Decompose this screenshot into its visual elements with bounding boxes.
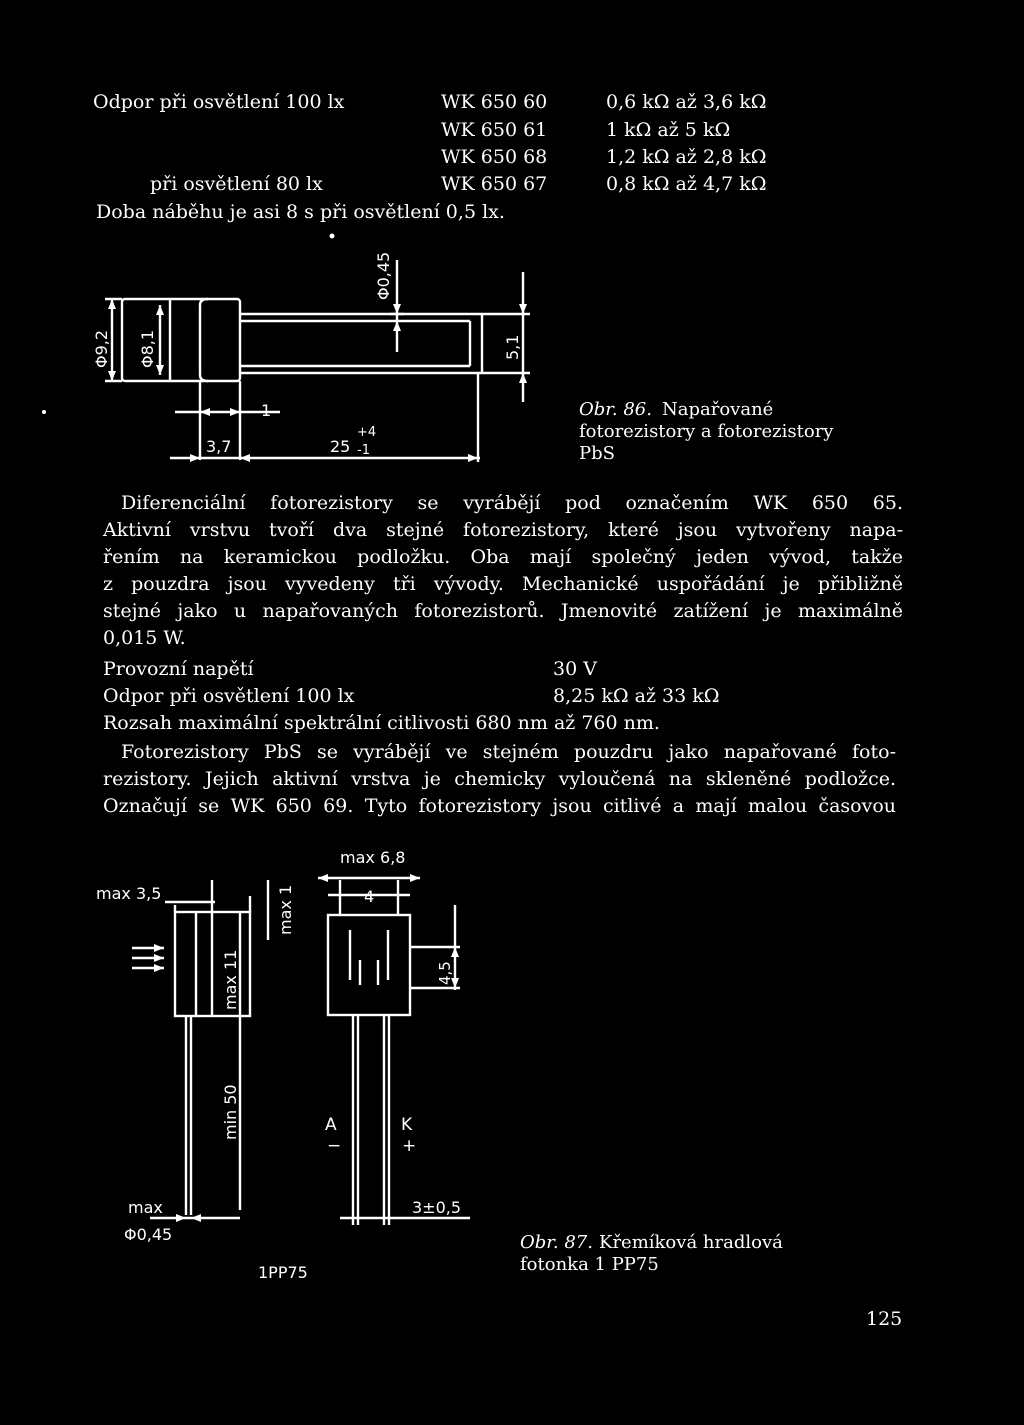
dim-max-3-5: max 3,5 bbox=[96, 884, 162, 903]
table-row-2-range: 1 kΩ až 5 kΩ bbox=[606, 119, 731, 141]
dim-4-5: 4,5 bbox=[436, 961, 454, 985]
dim-1: 1 bbox=[261, 401, 272, 420]
dim-tol-minus: -1 bbox=[357, 443, 370, 458]
figure-86-caption-line2: fotorezistory a fotorezistory bbox=[579, 421, 834, 442]
figure-86-caption-line1: Napařované bbox=[662, 399, 774, 420]
table-row-1-condition: Odpor při osvětlení 100 lx bbox=[93, 91, 345, 113]
dim-max-11: max 11 bbox=[221, 949, 240, 1010]
dim-phi-8-1: Φ8,1 bbox=[138, 329, 157, 368]
pin-anode-sign: − bbox=[327, 1136, 342, 1156]
text-line: rezistory. Jejich aktivní vrstva je chemicky vyloučená na skleněné podložce. bbox=[103, 768, 896, 790]
figure-87-caption-line2: fotonka 1 PP75 bbox=[520, 1254, 659, 1275]
param-resistance-value: 8,25 kΩ až 33 kΩ bbox=[553, 685, 720, 707]
text-line: Diferenciální fotorezistory se vyrábějí pod označením WK 650 65. bbox=[121, 492, 903, 514]
pin-cathode-label: K bbox=[401, 1115, 413, 1135]
text-line: řením na keramickou podložku. Oba mají společný jeden vývod, takže bbox=[103, 546, 903, 568]
dim-max-1: max 1 bbox=[276, 884, 295, 935]
table-row-2-type: WK 650 61 bbox=[441, 119, 548, 141]
dim-tol-plus: +4 bbox=[357, 425, 377, 440]
dim-min-50: min 50 bbox=[221, 1084, 240, 1140]
spectral-range-line: Rozsah maximální spektrální citlivosti 680 nm až 760 nm. bbox=[103, 712, 660, 734]
dim-max-word: max bbox=[128, 1198, 163, 1217]
param-voltage-label: Provozní napětí bbox=[103, 658, 254, 680]
pin-cathode-sign: + bbox=[402, 1136, 417, 1156]
table-row-1-range: 0,6 kΩ až 3,6 kΩ bbox=[606, 91, 767, 113]
param-resistance-label: Odpor při osvětlení 100 lx bbox=[103, 685, 355, 707]
text-line: Označují se WK 650 69. Tyto fotorezistory jsou citlivé a mají malou časovou bbox=[103, 795, 896, 817]
param-voltage-value: 30 V bbox=[553, 658, 597, 680]
dim-4: 4 bbox=[364, 887, 375, 906]
figure-86-caption-line3: PbS bbox=[579, 443, 615, 464]
table-row-3-type: WK 650 68 bbox=[441, 146, 548, 168]
text-line: stejné jako u napařovaných fotorezistorů. Jmenovité zatížení je maximálně bbox=[103, 600, 903, 622]
text-line: Fotorezistory PbS se vyrábějí ve stejném pouzdru jako napařované foto- bbox=[121, 741, 896, 763]
text-line: 0,015 W. bbox=[103, 627, 186, 649]
table-row-4-condition: při osvětlení 80 lx bbox=[150, 173, 323, 195]
table-row-4-type: WK 650 67 bbox=[441, 173, 548, 195]
text-line: z pouzdra jsou vyvedeny tři vývody. Mechanické uspořádání je přibližně bbox=[103, 573, 903, 595]
dim-25: 25 bbox=[330, 437, 351, 456]
figure-87-number: Obr. 87. bbox=[520, 1232, 593, 1253]
dim-3-7: 3,7 bbox=[206, 437, 232, 456]
rise-time-note: Doba náběhu je asi 8 s při osvětlení 0,5 lx. bbox=[96, 201, 505, 223]
dim-phi-0-45: Φ0,45 bbox=[374, 251, 393, 300]
pin-anode-label: A bbox=[325, 1115, 337, 1135]
dim-phi-9-2: Φ9,2 bbox=[92, 329, 111, 368]
dim-3-pm-0-5: 3±0,5 bbox=[412, 1198, 462, 1217]
part-number-label: 1PP75 bbox=[258, 1263, 308, 1282]
figure-86-number: Obr. 86. bbox=[579, 399, 652, 420]
figure-87-caption-line1: Křemíková hradlová bbox=[599, 1232, 783, 1253]
page-number: 125 bbox=[866, 1308, 903, 1330]
table-row-4-range: 0,8 kΩ až 4,7 kΩ bbox=[606, 173, 767, 195]
dim-5-1: 5,1 bbox=[503, 334, 522, 360]
table-row-3-range: 1,2 kΩ až 2,8 kΩ bbox=[606, 146, 767, 168]
dim-max-6-8: max 6,8 bbox=[340, 848, 406, 867]
dim-lead-phi: Φ0,45 bbox=[124, 1225, 173, 1244]
table-row-1-type: WK 650 60 bbox=[441, 91, 548, 113]
text-line: Aktivní vrstvu tvoří dva stejné fotorezistory, které jsou vytvořeny napa- bbox=[103, 519, 903, 541]
